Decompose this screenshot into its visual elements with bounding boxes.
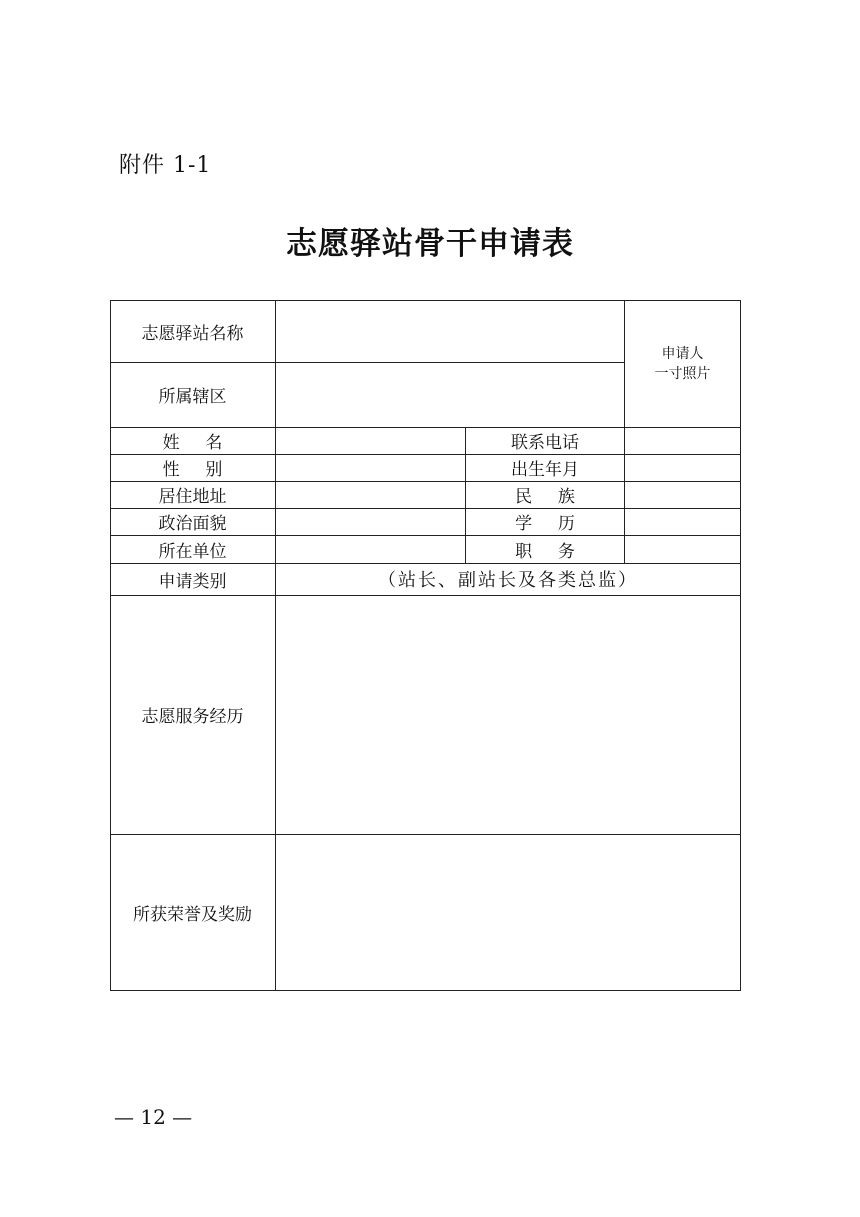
- employer-field[interactable]: [276, 536, 465, 563]
- station-name-field[interactable]: [276, 301, 624, 362]
- name-label: 姓 名: [162, 433, 233, 453]
- name-field[interactable]: [276, 428, 465, 454]
- form-title: 志愿驿站骨干申请表: [286, 226, 574, 262]
- position-field[interactable]: [625, 536, 740, 563]
- experience-field[interactable]: [276, 596, 740, 834]
- birth-field[interactable]: [625, 455, 740, 481]
- photo-line-1: 申请人: [661, 345, 704, 362]
- gender-label: 性 别: [162, 460, 233, 480]
- application-form-table: [110, 300, 741, 991]
- address-label: 居住地址: [158, 487, 227, 507]
- table-border-right: [740, 300, 741, 991]
- district-field[interactable]: [276, 363, 624, 427]
- photo-line-2: 一寸照片: [654, 365, 711, 382]
- ethnicity-label: 民 族: [515, 487, 586, 507]
- gender-field[interactable]: [276, 455, 465, 481]
- station-name-label: 志愿驿站名称: [141, 323, 244, 344]
- honors-field[interactable]: [276, 835, 740, 990]
- district-label: 所属辖区: [158, 387, 227, 407]
- photo-box[interactable]: [625, 300, 740, 427]
- honors-label: 所获荣誉及奖励: [133, 904, 252, 925]
- attachment-label: 附件 1-1: [119, 153, 212, 178]
- politics-label: 政治面貌: [158, 514, 227, 534]
- phone-label: 联系电话: [511, 433, 579, 453]
- education-field[interactable]: [625, 509, 740, 535]
- politics-field[interactable]: [276, 509, 465, 535]
- table-border-bottom: [110, 990, 741, 991]
- category-label: 申请类别: [158, 571, 227, 592]
- page-number: — 12 —: [114, 1105, 193, 1129]
- education-label: 学 历: [515, 514, 586, 534]
- birth-label: 出生年月: [511, 460, 579, 480]
- category-field[interactable]: （站长、副站长及各类总监）: [378, 570, 638, 591]
- employer-label: 所在单位: [158, 541, 227, 562]
- phone-field[interactable]: [625, 428, 740, 454]
- experience-label: 志愿服务经历: [141, 707, 244, 727]
- ethnicity-field[interactable]: [625, 482, 740, 508]
- position-label: 职 务: [515, 541, 586, 562]
- address-field[interactable]: [276, 482, 465, 508]
